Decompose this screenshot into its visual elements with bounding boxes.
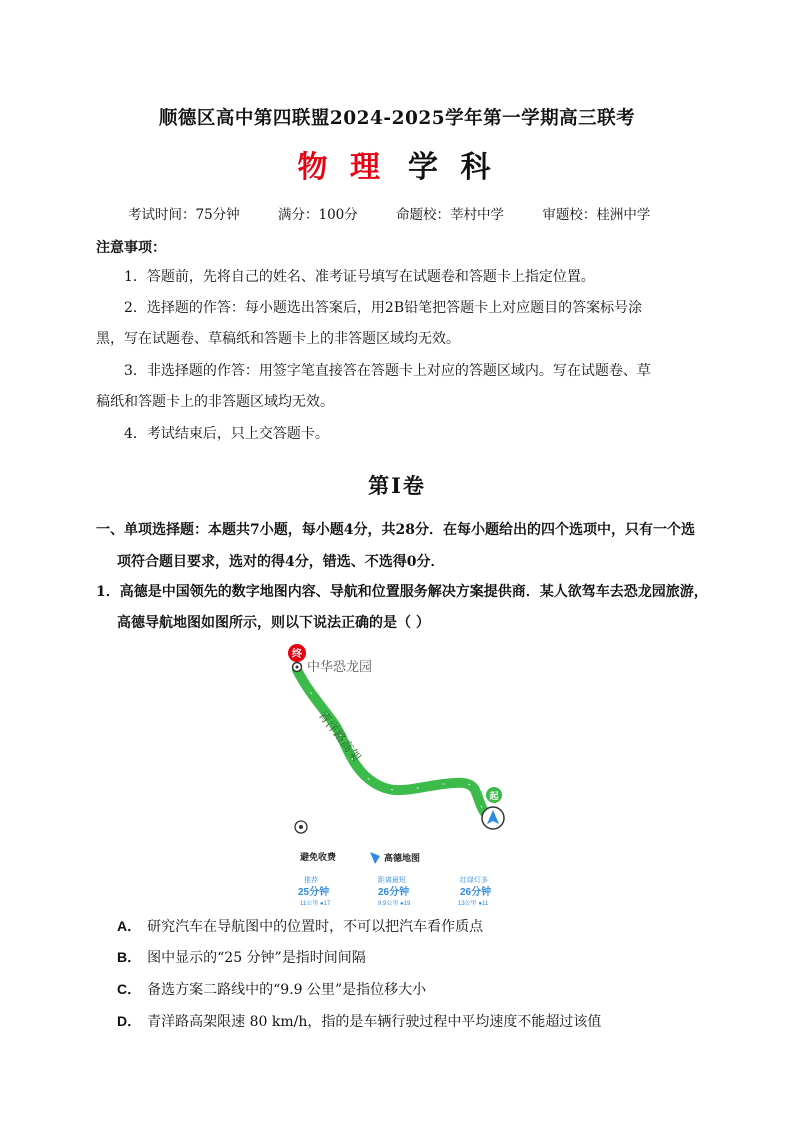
- brand-label: 高德地图: [384, 853, 421, 863]
- question-1-stem-line-1: 1．高德是中国领先的数字地图内容、导航和位置服务解决方案提供商．某人欲驾车去恐龙园旅游，: [96, 584, 708, 600]
- notes-heading: 注意事项：: [96, 240, 166, 256]
- note-item-3-line-2: 稿纸和答题卡上的非答题区域均无效。: [96, 394, 334, 410]
- subject-red: 物 理: [297, 150, 386, 185]
- note-item-2-line-2: 黑，写在试题卷、草稿纸和答题卡上的非答题区域均无效。: [96, 331, 460, 347]
- route-line: [297, 670, 490, 818]
- section-instruction-line-1: 一、单项选择题：本题共7小题，每小题4分，共28分．在每小题给出的四个选项中，只有一个选: [96, 522, 695, 538]
- option-c-letter: C．: [117, 981, 142, 997]
- option-c: [117, 979, 426, 1000]
- route-option-2-tag: 距离最短: [378, 877, 406, 884]
- subject-black: 学 科: [408, 150, 497, 185]
- section-instruction-line-2: 项符合题目要求，选对的得4分，错选、不选得0分．: [117, 554, 445, 570]
- exam-score: 满分：100分: [277, 207, 358, 223]
- option-d: [117, 1011, 601, 1032]
- route-option-1-detail: 11公里 ●17: [300, 901, 331, 907]
- note-item-2-line-1: 2．选择题的作答：每小题选出答案后，用2B铅笔把答题卡上对应题目的答案标号涂: [124, 300, 643, 316]
- exam-time: 考试时间：75分钟: [128, 207, 240, 223]
- option-c-text: 备选方案二路线中的“9.9 公里”是指位移大小: [147, 982, 427, 998]
- option-b-letter: B．: [117, 949, 142, 965]
- navigation-map: [280, 640, 525, 908]
- route-option-3-detail: 13公里 ●11: [458, 901, 489, 907]
- note-item-1: 1．答题前，先将自己的姓名、准考证号填写在试题卷和答题卡上指定位置。: [124, 269, 595, 285]
- option-d-text: 青洋路高架限速 80 km/h，指的是车辆行驶过程中平均速度不能超过该值: [147, 1014, 602, 1030]
- option-b-text: 图中显示的“25 分钟”是指时间间隔: [147, 950, 366, 966]
- exam-info: [128, 203, 650, 223]
- section-title: 第Ⅰ卷: [368, 473, 426, 498]
- question-1-stem-line-2: 高德导航地图如图所示，则以下说法正确的是（ ）: [117, 615, 430, 631]
- route-option-2-time: 26分钟: [378, 887, 410, 898]
- option-a-letter: A．: [117, 918, 142, 934]
- option-a: [117, 916, 483, 937]
- road-name-label: 青洋路高架: [315, 708, 364, 765]
- note-item-3-line-1: 3．非选择题的作答：用签字笔直接答在答题卡上对应的答题区域内。写在试题卷、草: [124, 363, 651, 379]
- amap-logo-icon: [370, 852, 380, 864]
- route-option-2-detail: 9.9公里 ●19: [378, 901, 411, 907]
- subject-heading: [0, 142, 794, 186]
- exam-setter: 命题校：莘村中学: [396, 207, 505, 223]
- option-a-text: 研究汽车在导航图中的位置时，不可以把汽车看作质点: [147, 919, 484, 935]
- route-option-3-tag: 红绿灯多: [460, 877, 488, 884]
- route-option-3: [458, 875, 491, 907]
- start-marker-label: 起: [489, 792, 499, 802]
- route-option-2: [378, 875, 411, 907]
- destination-label: 中华恐龙园: [307, 659, 373, 674]
- exam-reviewer: 审题校：桂洲中学: [542, 207, 651, 223]
- route-option-1-tag: 推荐: [304, 877, 318, 884]
- avoid-toll-label: 避免收费: [300, 852, 337, 862]
- exam-title: 顺德区高中第四联盟2024-2025学年第一学期高三联考: [158, 108, 636, 129]
- note-item-4: 4．考试结束后，只上交答题卡。: [124, 426, 329, 442]
- route-option-3-time: 26分钟: [460, 887, 492, 898]
- route-option-1: [298, 875, 331, 907]
- option-b: [117, 947, 366, 968]
- end-marker-label: 终: [292, 649, 302, 660]
- route-option-1-time: 25分钟: [298, 887, 330, 898]
- option-d-letter: D．: [117, 1013, 142, 1029]
